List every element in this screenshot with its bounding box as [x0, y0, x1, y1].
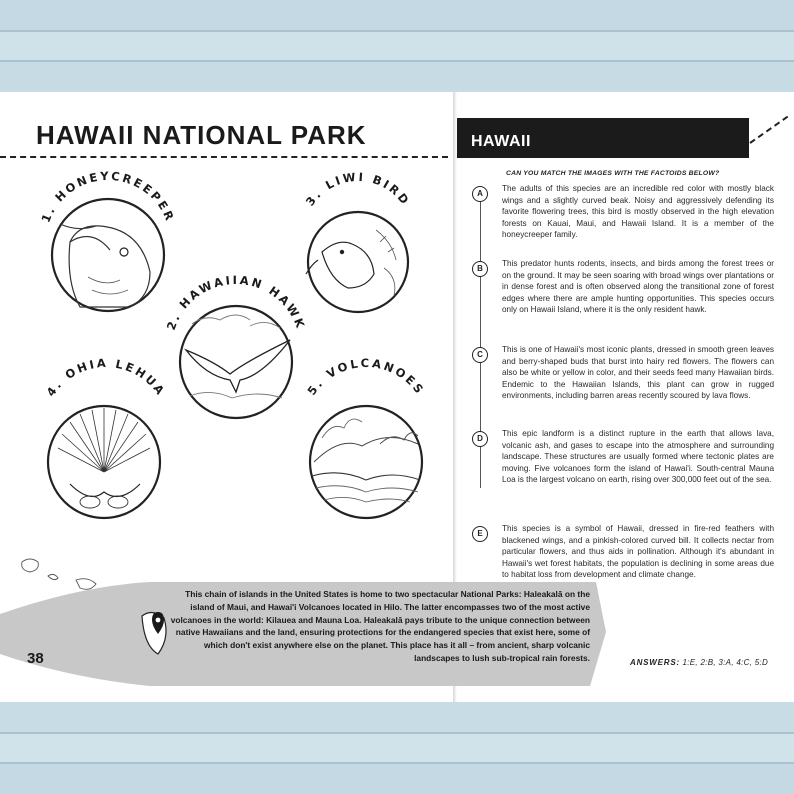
- factoid-text-a: The adults of this species are an incredible red color with mostly black wings and a slightly curved beak. Noisy and aggressively defending its favorite flowering trees, this bird is mostly observed in the high elevation forests on Kauai, Maui, and Hawaii Island. It is a member of the honeycreeper family.: [502, 184, 774, 240]
- factoid-item: [472, 428, 772, 514]
- answers-line: [630, 658, 768, 667]
- info-banner-text: This chain of islands in the United States is home to two spectacular National Parks: Haleakalā on the island of Maui, and Hawai'i Volcanoes located in Hilo. The latter encompasses two of the most active volcanoes in the world: Kilauea and Mauna Loa. Haleakalā pays tribute to the unique connection between native Hawaiians and the land, ensuring protections for the endangered species that exist here, some of which don't exist anywhere else on the planet. This place has it all – from ancient, sharp volcanic landscapes to lush sub-tropical rain forests.: [170, 589, 590, 663]
- figure-label-3: 3. LIWI BIRD: [302, 169, 414, 209]
- page-number: 38: [27, 650, 44, 667]
- volcanoes-figure: [304, 356, 427, 518]
- factoid-item: [472, 183, 772, 249]
- factoid-letter-b: B: [472, 261, 488, 277]
- factoid-item: [472, 258, 772, 338]
- hawaiian-hawk-figure: [164, 273, 308, 418]
- factoid-letter-c: C: [472, 347, 488, 363]
- factoid-text-d: This epic landform is a distinct rupture in the earth that allows lava, volcanic ash, and gases to escape into the atmosphere and surrounding landscape. These structures are usually formed where tectonic plates are moving. Five volcanoes form the island of Hawai'i. South-central Mauna Loa is the largest volcano on earth, rising over 300,000 feet out of the sea.: [502, 429, 774, 485]
- page-title: HAWAII NATIONAL PARK: [36, 120, 367, 150]
- question-prompt: CAN YOU MATCH THE IMAGES WITH THE FACTOIDS BELOW?: [506, 170, 720, 177]
- wood-background-top: [0, 0, 794, 92]
- honeycreeper-figure: [38, 169, 177, 311]
- factoid-text-c: This is one of Hawaii's most iconic plants, dressed in smooth green leaves and berry-shaped buds that burst into hairy red flowers. The flowers can also be white or yellow in color, and their seeds feed many Hawaiian birds. Endemic to the Hawaiian Islands, this plant can grow in rugged environments, including barren areas recently scoured by lava flows.: [502, 345, 774, 401]
- factoid-item: [472, 344, 772, 422]
- section-header: HAWAII: [457, 118, 749, 158]
- answers-value: 1:E, 2:B, 3:A, 4:C, 5:D: [682, 658, 769, 667]
- figure-label-5: 5. VOLCANOES: [304, 356, 428, 398]
- answers-label: ANSWERS:: [630, 658, 680, 667]
- wood-background-bottom: [0, 702, 794, 794]
- factoid-letter-a: A: [472, 186, 488, 202]
- factoid-item: [472, 523, 772, 613]
- factoid-letter-d: D: [472, 431, 488, 447]
- figure-label-1: 1. HONEYCREEPER: [38, 168, 178, 225]
- ohia-lehua-figure: [44, 356, 169, 518]
- figure-label-2: 2. HAWAIIAN HAWK: [163, 272, 309, 332]
- liwi-bird-figure: [303, 170, 413, 312]
- factoid-text-e: This species is a symbol of Hawaii, dressed in fire-red feathers with blackened wings, and a pinkish-colored curved bill. It collects nectar from particular flowers, and thus aids in pollination. Although it's abundant in Hawaii's wet forest habitats, the population is declining in some areas due to habitat loss from development and climate change.: [502, 524, 774, 580]
- figure-label-4: 4. OHIA LEHUA: [43, 355, 169, 400]
- factoid-text-b: This predator hunts rodents, insects, and birds among the forest trees or on the ground. It may be seen soaring with broad wings over plantations or in dense forest and is often observed along the transitional zone of forest edges where there are ample hunting opportunities. This species occurs only on Hawaii Island, where it is the only resident hawk.: [502, 259, 774, 315]
- factoid-letter-e: E: [472, 526, 488, 542]
